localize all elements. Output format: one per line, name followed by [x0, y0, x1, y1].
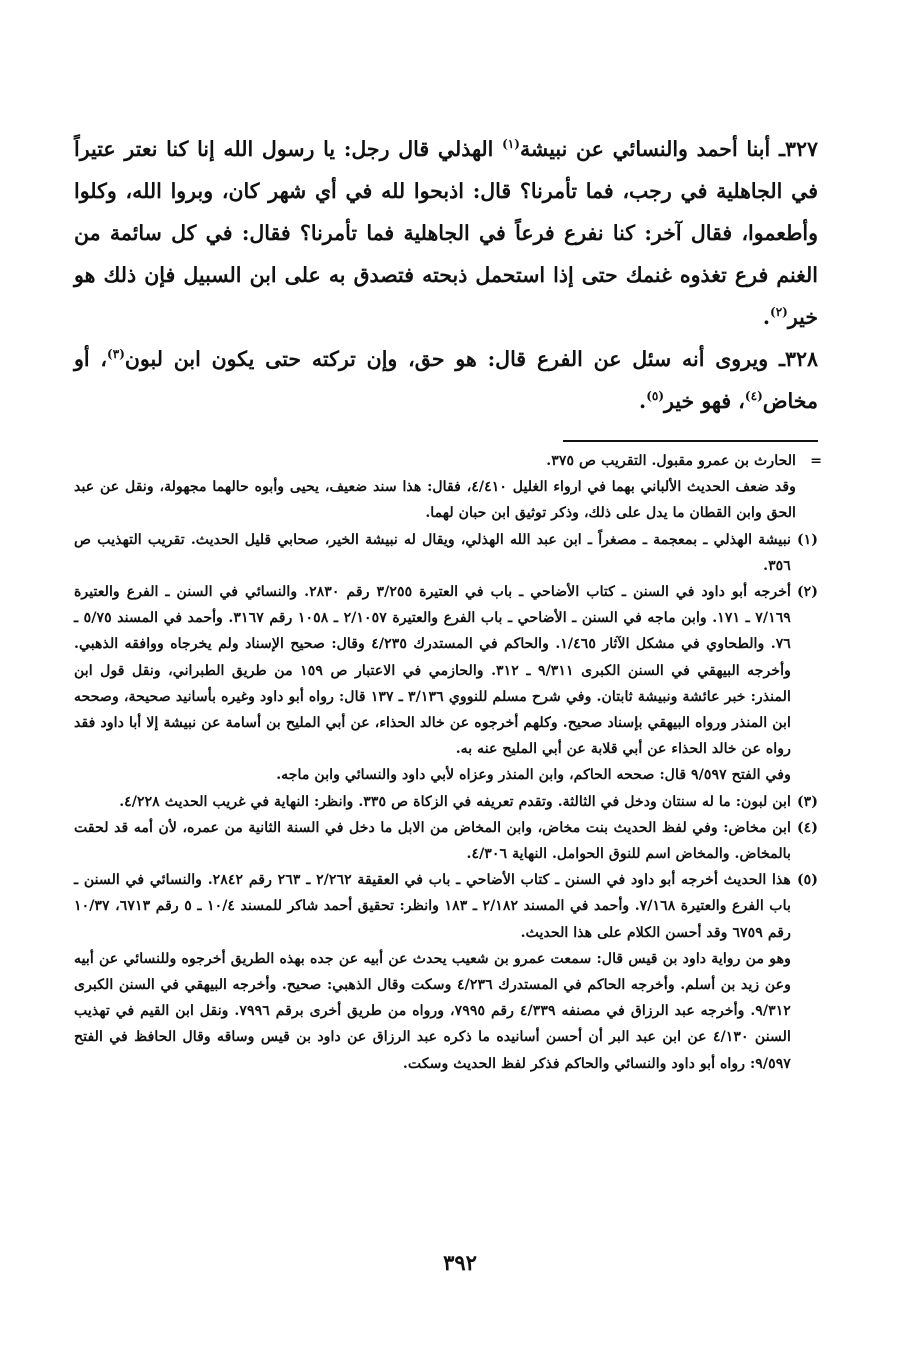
footnote-ref: (٤): [744, 389, 763, 404]
hadith-end: .: [639, 389, 647, 413]
footnote-2: [74, 579, 818, 789]
footnote-ref: (٥): [646, 389, 665, 404]
footnote-text: أخرجه أبو داود في السنن ـ كتاب الأضاحي ـ باب في العتيرة ٣/٢٥٥ رقم ٢٨٣٠. والنسائي في السنن ـ الفرع والعتيرة ٧/١٦٩ ـ ١٧١. وابن ماجه في السنن ـ الأضاحي ـ باب الفرع والعتيرة ٢/١٠٥٧ ـ ١٠٥٨ رقم ٣١٦٧. وأحمد في المسند ٥/٧٥ ـ ٧٦. والطحاوي في مشكل الآثار ١/٤٦٥. والحاكم في المستدرك ٤/٢٣٥ وقال: صحيح الإسناد ولم يخرجاه ووافقه الذهبي. وأخرجه البيهقي في السنن الكبرى ٩/٣١١ ـ ٣١٢. والحازمي في الاعتبار ص ١٥٩ من طريق الطبراني، ونقل قول ابن المنذر: خبر عائشة ونبيشة ثابتان. وفي شرح مسلم للنووي ٣/١٣٦ ـ ١٣٧ قال: رواه أبو داود وغيره بأسانيد صحيحة، وصححه ابن المنذر ورواه البيهقي بإسناد صحيح. وكلهم أخرجوه عن خالد الحذاء، عن أبي المليح بن أسامة عن نبيشة إلا أبا داود فقد رواه عن خالد الحذاء عن أبي قلابة عن أبي المليح عنه به.: [74, 584, 791, 758]
main-text: [74, 128, 818, 422]
hadith-text: ويروى أنه سئل عن الفرع قال: هو حق، وإن تركته حتى يكون ابن لبون: [124, 347, 769, 371]
footnote-4: [74, 815, 818, 867]
page-number: ٣٩٢: [443, 1250, 477, 1275]
hadith-text: ، أو مخاض: [74, 347, 818, 413]
footnote-text: وفي الفتح ٩/٥٩٧ قال: صححه الحاكم، وابن المنذر وعزاه لأبي داود والنسائي وابن ماجه.: [276, 767, 791, 784]
footnote-line: الحارث بن عمرو مقبول. التقريب ص ٣٧٥.: [546, 453, 796, 469]
footnote-3: [74, 789, 818, 815]
footnote-label: (٤): [796, 819, 818, 836]
hadith-text: الهذلي قال رجل: يا رسول الله إنا كنا نعتر عتيراً في الجاهلية في رجب، فما تأمرنا؟ قال: اذبحوا لله في أي شهر كان، وبروا الله، وكلوا وأطعموا، فقال آخر: كنا نفرع فرعاً في الجاهلية فما تأمرنا؟ فقال: في كل سائمة من الغنم فرع تغذوه غنمك حتى إذا استحمل ذبحته فتصدق به على ابن السبيل فإن ذلك هو خير: [74, 137, 818, 329]
footnote-text: وهو من رواية داود بن قيس قال: سمعت عمرو بن شعيب يحدث عن أبيه عن جده بهذه الطريق أخرجوه وللنسائي عن أبيه وعن زيد بن أسلم. وأخرجه الحاكم في المستدرك ٤/٢٣٦ وسكت وقال الذهبي: صحيح. وأخرجه البيهقي في السنن الكبرى ٩/٣١٢. وأخرجه عبد الرزاق في مصنفه ٤/٣٣٩ رقم ٧٩٩٥، ورواه من طريق أخرى برقم ٧٩٩٦. ونقل ابن القيم في تهذيب السنن ٤/١٣٠ عن ابن عبد البر أن أحسن أسانيده ما ذكره عبد الرزاق عن داود بن قيس وساقه وقال الحافظ في الفتح ٩/٥٩٧: رواه أبو داود والنسائي والحاكم فذكر لفظ الحديث وسكت.: [74, 950, 791, 1072]
footnote-5: [74, 867, 818, 1077]
hadith-number: ٣٢٧ـ: [778, 137, 818, 161]
continuation-marker: =: [810, 453, 822, 469]
hadith-text: ، فهو خير: [664, 389, 745, 413]
footnote-ref: (١): [502, 137, 520, 152]
footnote-text: ابن مخاض: وفي لفظ الحديث بنت مخاض، وابن المخاض من الابل ما دخل في السنة الثانية من عمره، لأن أمه قد لحقت بالمخاض. والمخاض اسم للنوق الحوامل. النهاية ٤/٣٠٦.: [74, 819, 791, 863]
footnote-label: (٥): [796, 872, 818, 889]
footnotes: [74, 448, 822, 1077]
hadith-328: [74, 338, 818, 422]
footnote-ref: (٢): [770, 305, 788, 320]
footnote-1: [74, 527, 818, 579]
footnote-text: هذا الحديث أخرجه أبو داود في السنن ـ كتاب الأضاحي ـ باب في العقيقة ٢/٢٦٢ ـ ٢٦٣ رقم ٢٨٤٢. والنسائي في السنن ـ باب الفرع والعتيرة ٧/١٦٨. وأحمد في المسند ٢/١٨٢ ـ ١٨٣ وانظر: تحقيق أحمد شاكر للمسند ١٠/٤ ـ ٥ رقم ٦٧١٣، ١٠/٣٧ رقم ٦٧٥٩ وقد أحسن الكلام على هذا الحديث.: [74, 872, 791, 941]
footnote-separator: [563, 440, 818, 442]
footnote-label: (٣): [796, 793, 818, 810]
footnote-text: نبيشة الهذلي ـ بمعجمة ـ مصغراً ـ ابن عبد الله الهذلي، ويقال له نبيشة الخير، صحابي قليل الحديث. تقريب التهذيب ص ٣٥٦.: [74, 531, 791, 574]
footnote-label: (٢): [796, 584, 818, 601]
hadith-number: ٣٢٨ـ: [778, 347, 818, 371]
hadith-end: .: [762, 305, 770, 329]
footnote-line: وقد ضعف الحديث الألباني بهما في ارواء الغليل ٤/٤١٠، فقال: هذا سند ضعيف، يحيى وأبوه حالهما مجهولة، ونقل عن عبد الحق وابن القطان ما يدل على ذلك، وذكر توثيق ابن حبان لهما.: [74, 479, 796, 522]
hadith-327: [74, 128, 818, 338]
footnote-continuation: [74, 448, 822, 527]
footnote-ref: (٣): [107, 347, 125, 362]
footnote-label: (١): [796, 531, 818, 548]
hadith-text: أبنا أحمد والنسائي عن نبيشة: [519, 137, 771, 161]
footnote-text: ابن لبون: ما له سنتان ودخل في الثالثة. وتقدم تعريفه في الزكاة ص ٣٣٥. وانظر: النهاية في غريب الحديث ٤/٢٢٨.: [119, 793, 791, 810]
